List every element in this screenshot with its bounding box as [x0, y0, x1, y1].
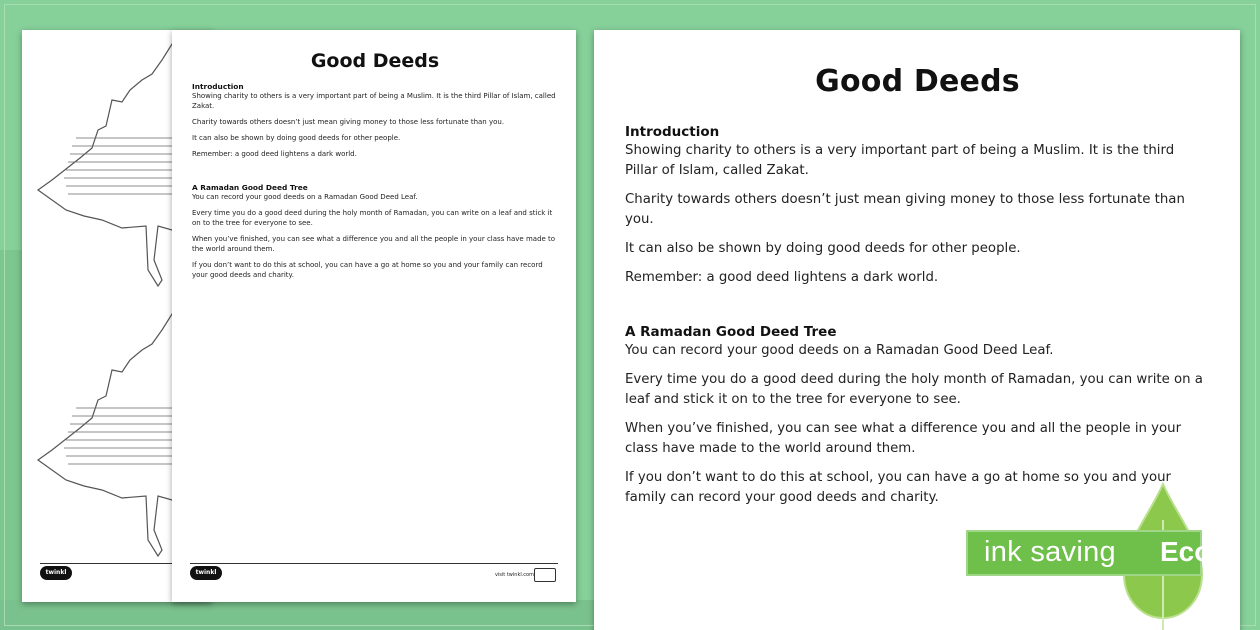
- thumbnail-paragraph: Showing charity to others is a very important part of being a Muslim. It is the third Pillar of Islam, called Zakat.: [192, 92, 556, 110]
- thumbnail-paragraph: Every time you do a good deed during the holy month of Ramadan, you can write on a leaf and stick it on to the tree for everyone to see.: [192, 209, 553, 227]
- eco-word: Eco: [1160, 536, 1212, 567]
- page-title: Good Deeds: [815, 64, 1020, 99]
- paragraph: If you don’t want to do this at school, you can have a go at home so you and your family can record your good deeds and charity.: [625, 470, 1171, 505]
- twinkl-logo: twinkl: [40, 566, 72, 580]
- footer-rule: [190, 563, 558, 564]
- eco-ink-saving-badge: [966, 480, 1260, 630]
- section-heading: A Ramadan Good Deed Tree: [625, 324, 837, 340]
- main-content: [625, 64, 1210, 517]
- twinkl-logo: twinkl: [190, 566, 222, 580]
- text-page-thumbnail: [172, 30, 576, 602]
- thumbnail-content: [192, 50, 558, 286]
- thumbnail-heading: A Ramadan Good Deed Tree: [192, 183, 308, 192]
- eco-label: ink saving: [984, 536, 1116, 568]
- thumbnail-heading: Introduction: [192, 82, 244, 91]
- paragraph: When you’ve finished, you can see what a difference you and all the people in your class have made to the world around them.: [625, 421, 1182, 456]
- paragraph: Every time you do a good deed during the holy month of Ramadan, you can write on a leaf and stick it on to the tree for everyone to see.: [625, 372, 1203, 407]
- thumbnail-paragraph: Charity towards others doesn’t just mean giving money to those less fortunate than you.: [192, 118, 505, 126]
- thumbnail-paragraph: If you don’t want to do this at school, you can have a go at home so you and your family can record your good deeds and charity.: [192, 261, 543, 279]
- thumbnail-paragraph: When you’ve finished, you can see what a difference you and all the people in your class have made to the world around them.: [192, 235, 556, 253]
- thumbnail-paragraph: You can record your good deeds on a Ramadan Good Deed Leaf.: [192, 193, 418, 201]
- paragraph: Showing charity to others is a very important part of being a Muslim. It is the third Pillar of Islam, called Zakat.: [625, 143, 1175, 178]
- quality-badge-icon: [534, 568, 556, 582]
- thumbnail-paragraph: Remember: a good deed lightens a dark world.: [192, 150, 357, 158]
- paragraph: You can record your good deeds on a Ramadan Good Deed Leaf.: [625, 343, 1054, 358]
- visit-link: visit twinkl.com: [494, 572, 534, 578]
- thumbnail-paragraph: It can also be shown by doing good deeds for other people.: [192, 134, 401, 142]
- thumbnail-title: Good Deeds: [310, 50, 440, 72]
- paragraph: It can also be shown by doing good deeds for other people.: [625, 241, 1021, 256]
- paragraph: Remember: a good deed lightens a dark world.: [625, 270, 939, 285]
- footer-rule: [40, 563, 194, 564]
- section-heading: Introduction: [625, 124, 720, 140]
- paragraph: Charity towards others doesn’t just mean giving money to those less fortunate than you.: [625, 192, 1185, 227]
